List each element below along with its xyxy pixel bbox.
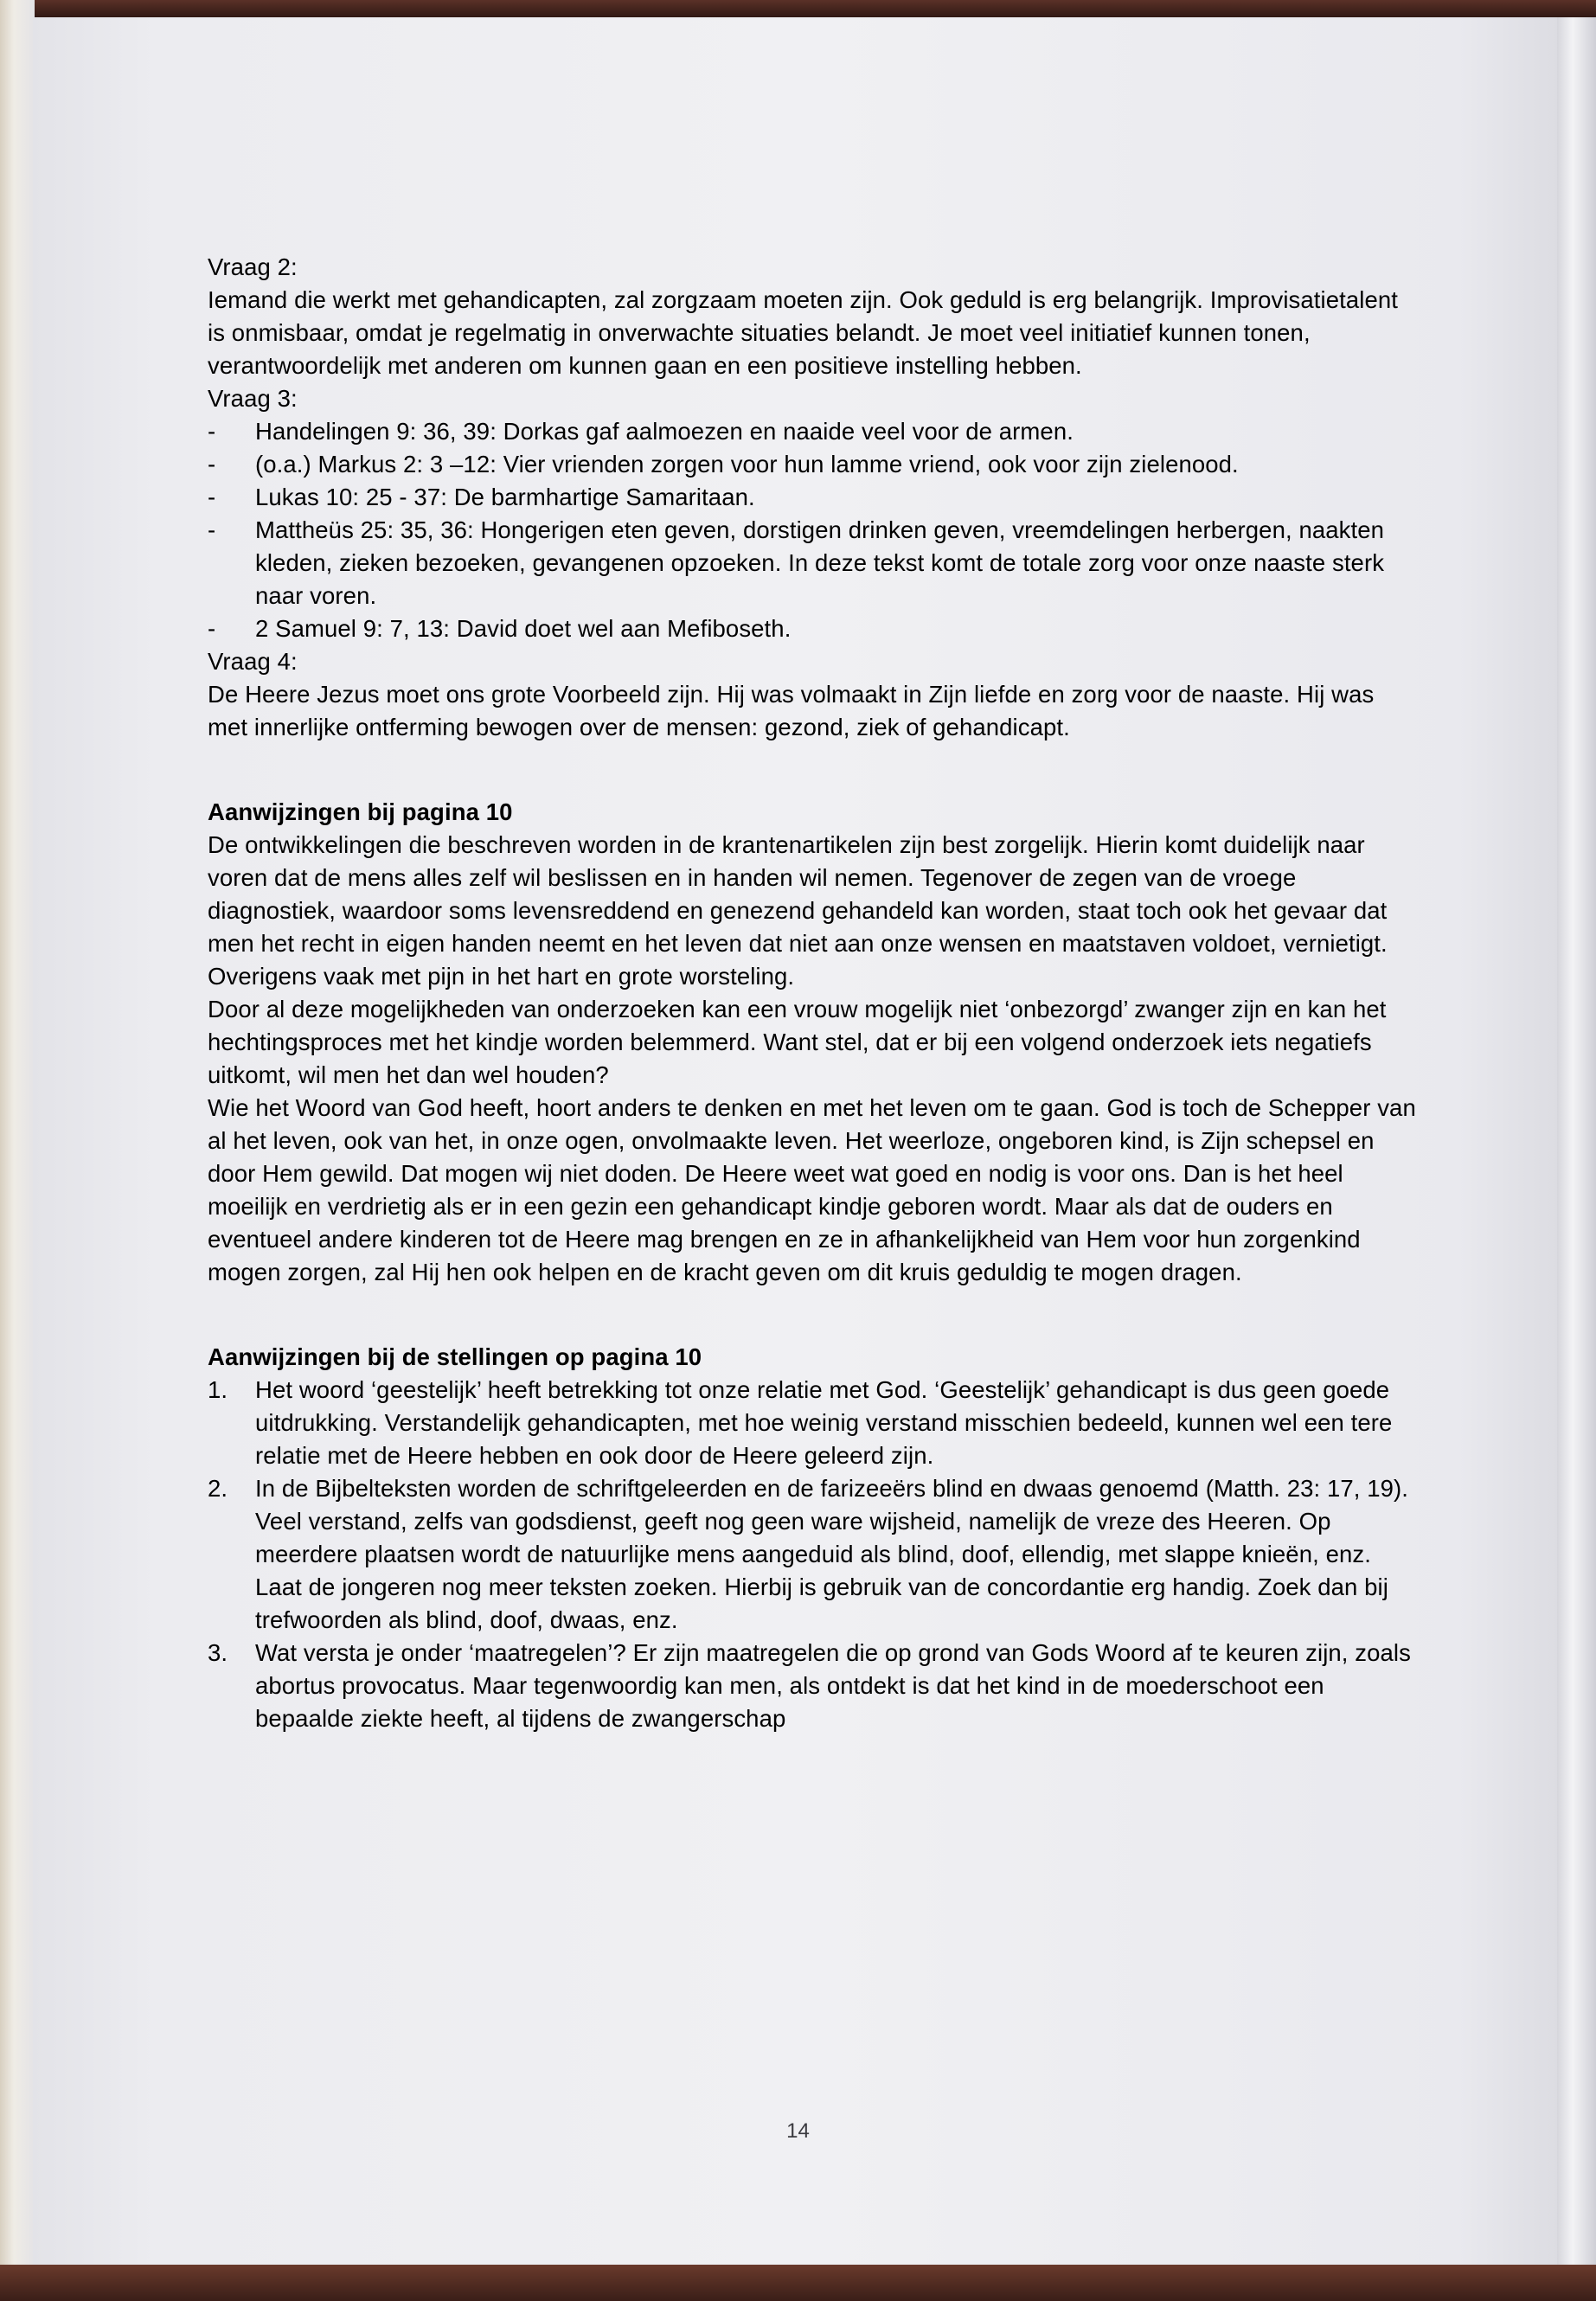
list-item-text: Mattheüs 25: 35, 36: Hongerigen eten geven, dorstigen drinken geven, vreemdelingen herbergen, naakten kleden, zieken bezoeken, gevangenen opzoeken. In deze tekst komt de totale zorg voor onze naaste sterk naar voren. xyxy=(255,516,1385,609)
vraag-2-label: Vraag 2: xyxy=(208,253,298,280)
vraag-2-answer: Iemand die werkt met gehandicapten, zal zorgzaam moeten zijn. Ook geduld is erg belangrijk. Improvisatietalent is onmisbaar, omdat je regelmatig in onverwachte situaties belandt. Je moet veel initiatief kunnen tonen, verantwoordelijk met anderen om kunnen gaan en een positieve instelling hebben. xyxy=(208,286,1399,379)
section-heading-stellingen: Aanwijzingen bij de stellingen op pagina 10 xyxy=(208,1343,702,1370)
section-spacer xyxy=(208,1289,1419,1341)
page-content xyxy=(208,251,1419,1735)
paragraph: Wie het Woord van God heeft, hoort anders te denken en met het leven om te gaan. God is toch de Schepper van al het leven, ook van het, in onze ogen, onvolmaakte leven. Het weerloze, ongeboren kind, is Zijn schepsel en door Hem gewild. Dat mogen wij niet doden. De Heere weet wat goed en nodig is voor ons. Dan is het heel moeilijk en verdrietig als er in een gezin een gehandicapt kindje geboren wordt. Maar als dat de ouders en eventueel andere kinderen tot de Heere mag brengen en ze in afhankelijkheid van Hem voor hun zorgenkind mogen zorgen, zal Hij hen ook helpen en de kracht geven om dit kruis geduldig te mogen dragen. xyxy=(208,1094,1416,1285)
page-stack-edge xyxy=(1557,17,1596,2266)
numbered-item-text: In de Bijbelteksten worden de schriftgeleerden en de farizeeërs blind en dwaas genoemd (Matth. 23: 17, 19). Veel verstand, zelfs van godsdienst, geeft nog geen ware wijsheid, namelijk de vreze des Heeren. Op meerdere plaatsen wordt de natuurlijke mens aangeduid als blind, doof, ellendig, met slappe knieën, enz. Laat de jongeren nog meer teksten zoeken. Hierbij is gebruik van de concordantie erg handig. Zoek dan bij trefwoorden als blind, doof, dwaas, enz. xyxy=(255,1475,1409,1633)
item-number: 3. xyxy=(208,1639,228,1666)
list-item-text: (o.a.) Markus 2: 3 –12: Vier vrienden zorgen voor hun lamme vriend, ook voor zijn zielenood. xyxy=(255,451,1239,478)
numbered-item xyxy=(208,1472,1419,1637)
section-heading-pagina-10: Aanwijzingen bij pagina 10 xyxy=(208,798,513,825)
numbered-item-text: Het woord ‘geestelijk’ heeft betrekking tot onze relatie met God. ‘Geestelijk’ gehandicapt is dus geen goede uitdrukking. Verstandelijk gehandicapten, met hoe weinig verstand misschien bedeeld, kunnen wel een tere relatie met de Heere hebben en ook door de Heere geleerd zijn. xyxy=(255,1376,1393,1469)
book-cover-top-edge xyxy=(0,0,1596,19)
vraag-4-label: Vraag 4: xyxy=(208,648,298,675)
numbered-item xyxy=(208,1637,1419,1735)
dash-marker: - xyxy=(208,418,216,445)
numbered-item xyxy=(208,1374,1419,1472)
stellingen-list xyxy=(208,1374,1419,1735)
paragraph: De ontwikkelingen die beschreven worden in de krantenartikelen zijn best zorgelijk. Hierin komt duidelijk naar voren dat de mens alles zelf wil beslissen en in handen wil nemen. Tegenover de zegen van de vroege diagnostiek, waardoor soms levensreddend en genezend gehandeld kan worden, staat toch ook het gevaar dat men het recht in eigen handen neemt en het leven dat niet aan onze wensen en maatstaven voldoet, vernietigt. Overigens vaak met pijn in het hart en grote worsteling. xyxy=(208,831,1388,990)
book-cover-bottom-edge xyxy=(0,2265,1596,2301)
page-number: 14 xyxy=(786,2119,810,2143)
section-spacer xyxy=(208,744,1419,796)
list-item xyxy=(208,448,1419,481)
list-item xyxy=(208,415,1419,448)
list-item xyxy=(208,612,1419,645)
list-item-text: 2 Samuel 9: 7, 13: David doet wel aan Mefiboseth. xyxy=(255,615,792,642)
dash-marker: - xyxy=(208,516,216,543)
list-item xyxy=(208,481,1419,514)
list-item-text: Handelingen 9: 36, 39: Dorkas gaf aalmoezen en naaide veel voor de armen. xyxy=(255,418,1074,445)
list-item-text: Lukas 10: 25 - 37: De barmhartige Samaritaan. xyxy=(255,484,755,510)
list-item xyxy=(208,514,1419,612)
item-number: 2. xyxy=(208,1475,228,1502)
dash-marker: - xyxy=(208,451,216,478)
vraag-3-list xyxy=(208,415,1419,645)
vraag-3-label: Vraag 3: xyxy=(208,385,298,412)
numbered-item-text: Wat versta je onder ‘maatregelen’? Er zijn maatregelen die op grond van Gods Woord af te keuren zijn, zoals abortus provocatus. Maar tegenwoordig kan men, als ontdekt is dat het kind in de moederschoot een bepaalde ziekte heeft, al tijdens de zwangerschap xyxy=(255,1639,1411,1732)
paragraph: Door al deze mogelijkheden van onderzoeken kan een vrouw mogelijk niet ‘onbezorgd’ zwanger zijn en kan het hechtingsproces met het kindje worden belemmerd. Want stel, dat er bij een volgend onderzoek iets negatiefs uitkomt, wil men het dan wel houden? xyxy=(208,996,1387,1088)
item-number: 1. xyxy=(208,1376,228,1403)
dash-marker: - xyxy=(208,615,216,642)
book-spine-edge xyxy=(0,0,35,2301)
dash-marker: - xyxy=(208,484,216,510)
vraag-4-answer: De Heere Jezus moet ons grote Voorbeeld zijn. Hij was volmaakt in Zijn liefde en zorg voor de naaste. Hij was met innerlijke ontferming bewogen over de mensen: gezond, ziek of gehandicapt. xyxy=(208,681,1375,740)
